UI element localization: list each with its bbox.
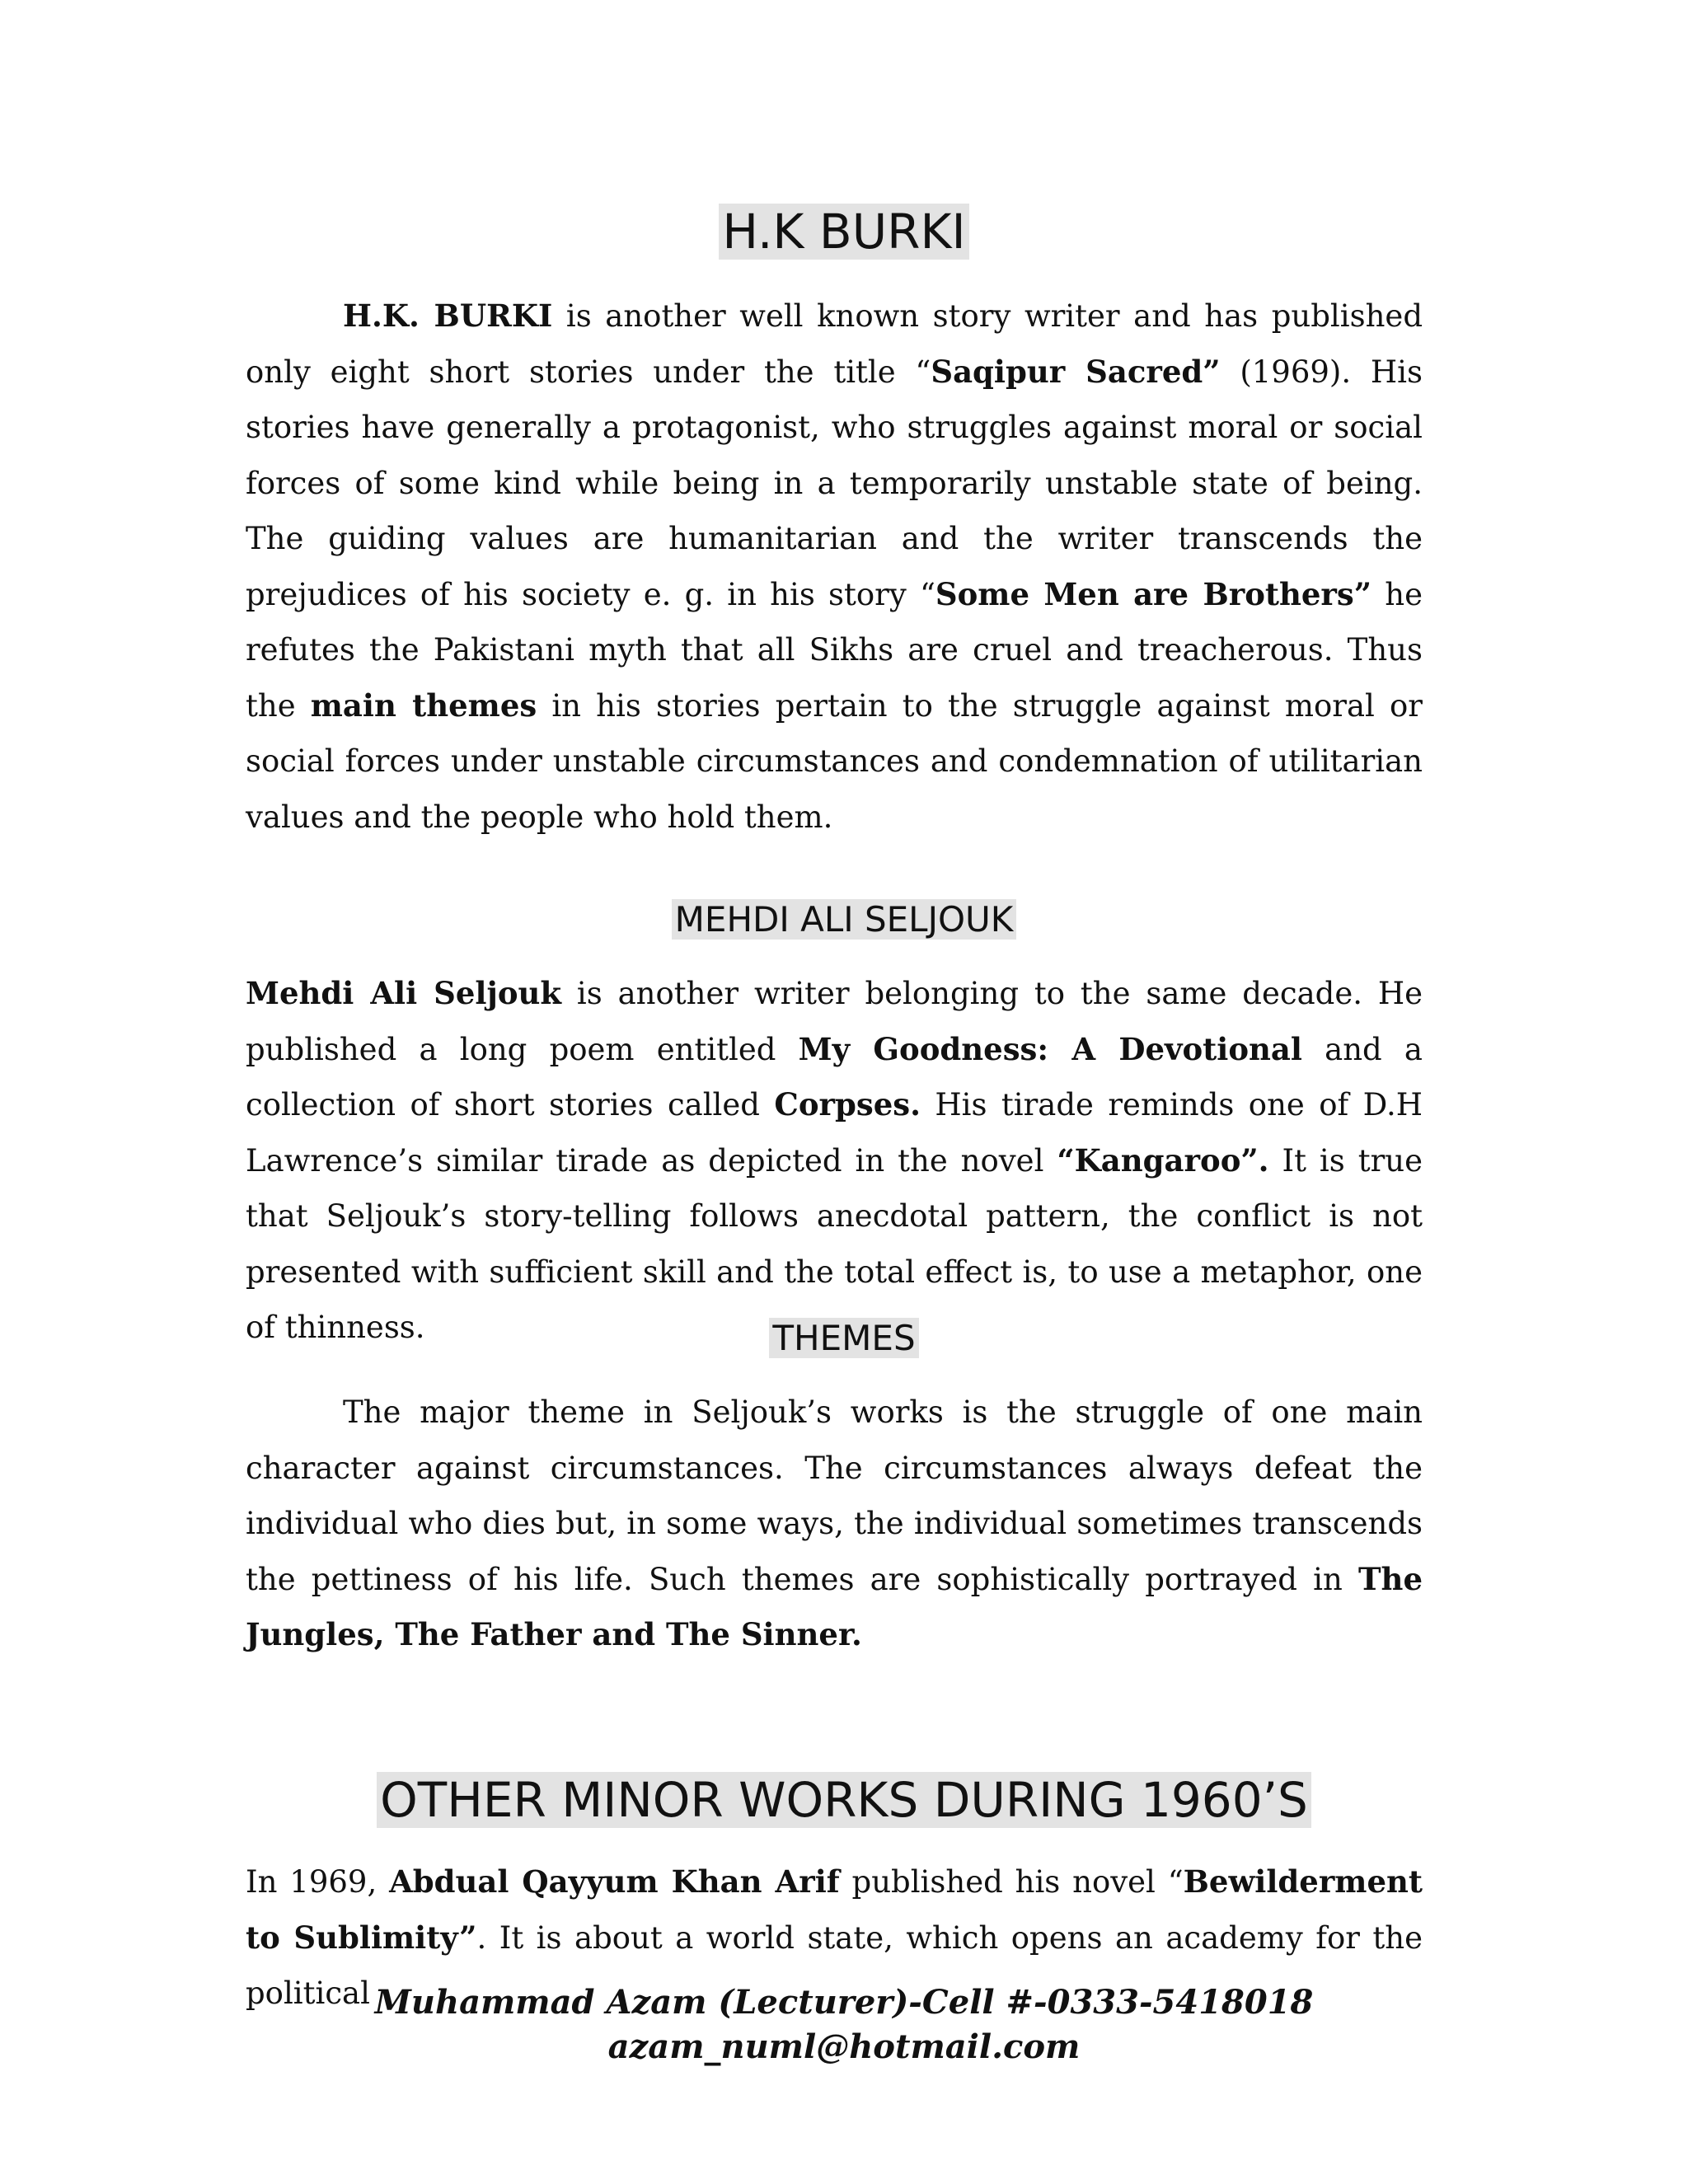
footer-author-line: Muhammad Azam (Lecturer)-Cell #-0333-5418018	[374, 1983, 1314, 2022]
footer-author-contact	[0, 1980, 1688, 2069]
footer-email-line: azam_numl@hotmail.com	[607, 2027, 1081, 2066]
paragraph-hk-burki: H.K. BURKI is another well known story writer and has published only eight short stories under the title “Saqipur Sacred” (1969). His stories have generally a protagonist, who struggles against moral or social forces of some kind while being in a temporarily unstable state of being. The guiding values are humanitarian and the writer transcends the prejudices of his society e. g. in his story “Some Men are Brothers” he refutes the Pakistani myth that all Sikhs are cruel and treacherous. Thus the main themes in his stories pertain to the struggle against moral or social forces under unstable circumstances and condemnation of utilitarian values and the people who hold them.	[246, 298, 1423, 835]
paragraph-other-minor-works: In 1969, Abdual Qayyum Khan Arif published his novel “Bewilderment to Sublimity”. It is about a world state, which opens an academy for the political	[246, 1863, 1423, 2011]
heading-other-minor-works: OTHER MINOR WORKS DURING 1960’S	[0, 1768, 1688, 1832]
heading-hk-burki: H.K BURKI	[0, 199, 1688, 264]
heading-mehdi-ali-seljouk: MEHDI ALI SELJOUK	[0, 896, 1688, 944]
paragraph-themes: The major theme in Seljouk’s works is the struggle of one main character against circumstances. The circumstances always defeat the individual who dies but, in some ways, the individual sometimes transcends the pettiness of his life. Such themes are sophistically portrayed in The Jungles, The Father and The Sinner.	[246, 1394, 1423, 1652]
paragraph-mehdi-ali-seljouk: Mehdi Ali Seljouk is another writer belonging to the same decade. He published a long poem entitled My Goodness: A Devotional and a collection of short stories called Corpses. His tirade reminds one of D.H Lawrence’s similar tirade as depicted in the novel “Kangaroo”. It is true that Seljouk’s story-telling follows anecdotal pattern, the conflict is not presented with sufficient skill and the total effect is, to use a metaphor, one of thinness.	[246, 975, 1423, 1345]
heading-themes: THEMES	[0, 1315, 1688, 1362]
